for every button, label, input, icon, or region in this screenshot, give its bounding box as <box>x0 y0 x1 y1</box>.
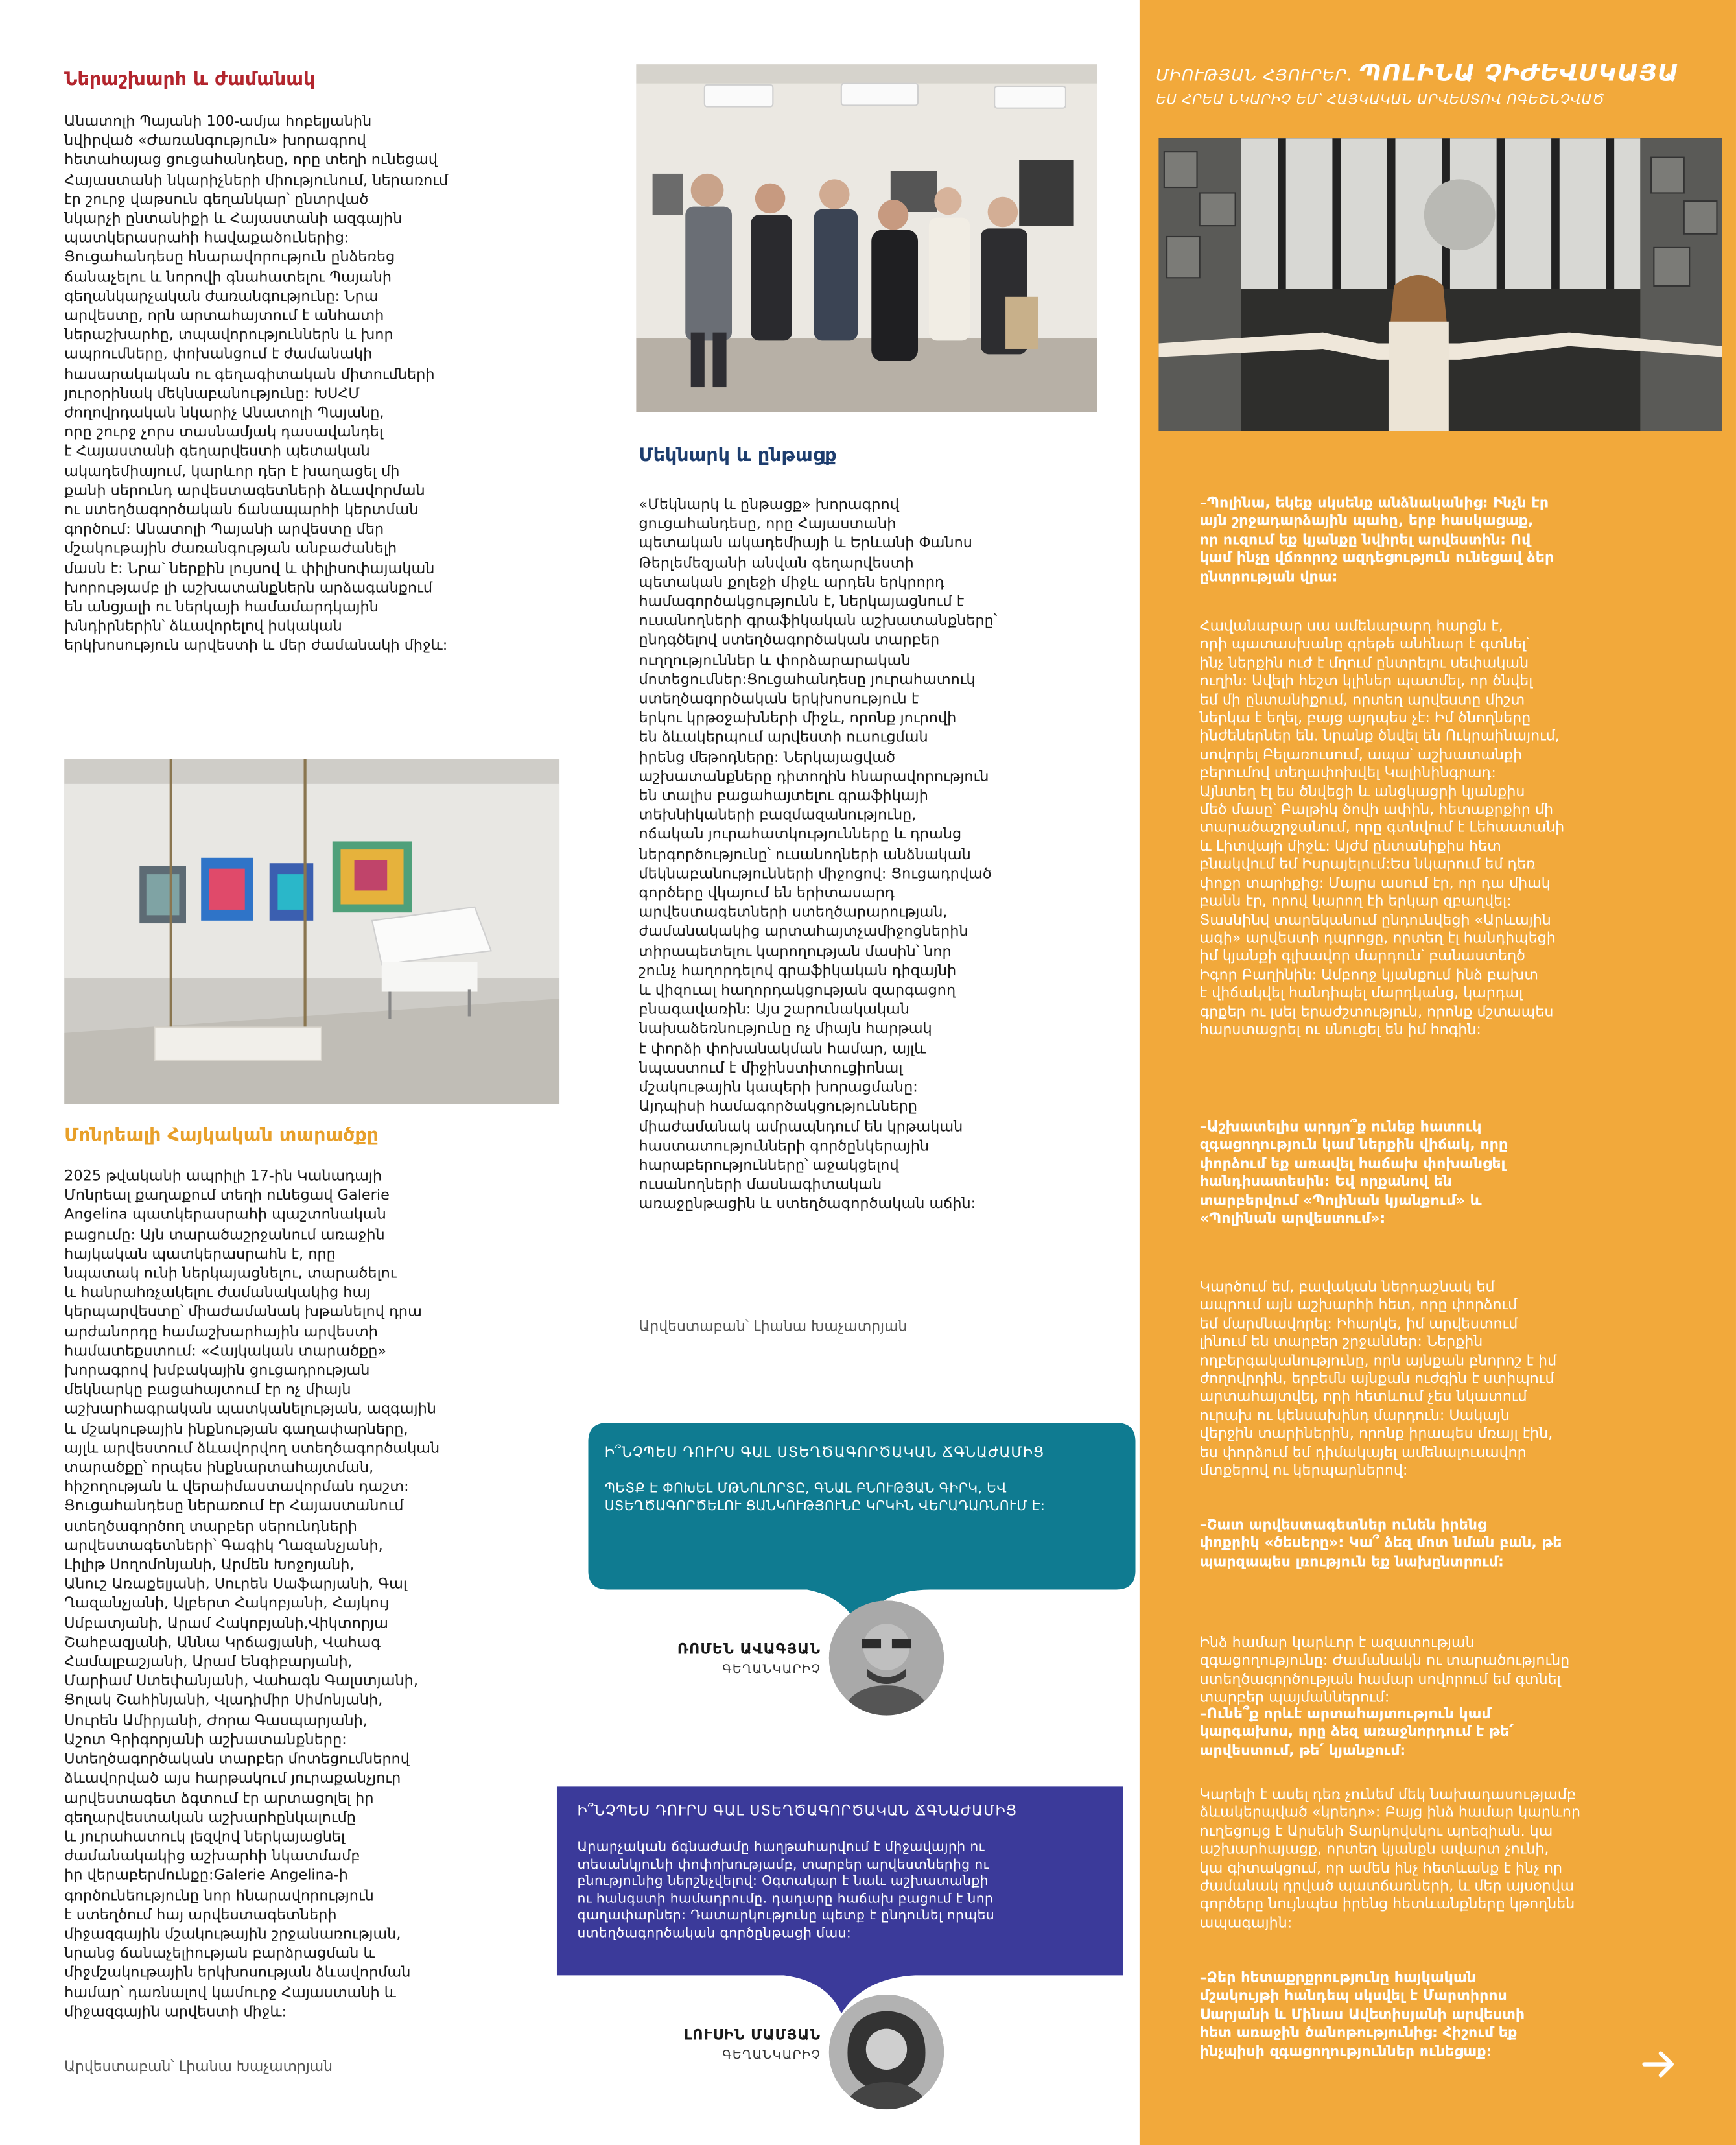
text-line: են տալիս բացահայտելու գրաֆիկայի <box>639 788 928 805</box>
text-line: հիշողության և վերաիմաստավորման դաշտ: <box>64 1479 409 1496</box>
avatar-lusine-mamyan <box>829 1995 944 2109</box>
text-line: առաջընթացին և ստեղծագործական աճին: <box>639 1196 976 1213</box>
avatar-romen-avagyan <box>829 1600 944 1715</box>
text-line: ճանաչելու և նորովի գնահատելու Պայանի <box>64 268 392 286</box>
text-line: գործերը վկայում են երիտասարդ <box>639 885 895 902</box>
text-line: Ինձ համար կարևոր է ազատության <box>1199 1635 1475 1652</box>
text-line: պատկերասրահի հավաքածուներից: <box>64 230 349 247</box>
text-line: բացումը: Այն տարածաշրջանում առաջին <box>64 1226 385 1243</box>
text-line: և հանրահռչակելու ժամանակակից հայ <box>64 1285 371 1301</box>
interview-title-prefix: ՄԻՈՒԹՅԱՆ ՀՅՈՒՐԵՐ. <box>1156 65 1354 85</box>
text-line: համագործակցությունն է, ներկայացնում է <box>639 593 965 610</box>
text-line: երկխոսություն արվեստի և մեր ժամանակի միջև: <box>64 638 448 655</box>
text-line: ագի» արվեստի դպրոցը, որտեղ էլ հանդիպեցի <box>1199 930 1556 947</box>
text-line: ու հանգստի համադրումը. դադարը հաճախ բացում է նոր <box>577 1891 994 1907</box>
text-line: Տասնինվ տարեկանում ընդունվեցի «Արևային <box>1199 912 1551 929</box>
bubble-2-author-name: ԼՈՒՍԻՆ ՄԱՄՅԱՆ <box>683 2027 821 2044</box>
text-line: Թերլեմեզյանի անվան գեղարվեստի <box>639 554 914 572</box>
text-line: Ցուցահանդեսը հնարավորություն ընձեռեց <box>64 249 395 267</box>
bubble-2-title: Ի՞ՆՉՊԵՍ ԴՈՒՐՍ ԳԱԼ ՍՏԵՂԾԱԳՈՐԾԱԿԱՆ ՃԳՆԱԺԱՄԻՑ <box>577 1803 1018 1819</box>
text-line: միջազգային մշակութային շրջանառության, <box>64 1926 401 1943</box>
interview-question <box>1200 1119 1706 1229</box>
text-line: ուղղություններ և փորձարարական <box>639 652 911 669</box>
bubble-2-text <box>578 1840 1111 1943</box>
text-line: մտքերով ու կերպարներով: <box>1199 1462 1408 1479</box>
text-line: նախաձեռնությունը ոչ միայն հարթակ <box>639 1021 932 1038</box>
section-body-montreal <box>64 1167 577 2022</box>
text-line: իրենց մեթոդները: Ներկայացված <box>639 749 896 766</box>
text-line: այն շրջադարձային պահը, երբ հասկացաք, <box>1199 513 1534 530</box>
text-line: –Ունե՞ք որևէ արտահայտություն կամ <box>1199 1705 1491 1723</box>
text-line: տիրապետելու կարողության մասին՝ նոր <box>639 943 952 960</box>
text-line: բնագավառին: Այս շարունակական <box>639 1001 909 1019</box>
text-line: Հավանաբար սա ամենաբարդ հարցն է, <box>1199 618 1503 635</box>
text-line: և մշակութային ինքնության գաղափարները, <box>64 1421 408 1438</box>
text-line: հասարակական ու գեղագիտական միտումների <box>64 366 435 383</box>
section-body-start-and-progress <box>639 495 1125 1215</box>
text-line: Անատոլի Պայանի 100-ամյա հոբելյանին <box>64 113 372 130</box>
text-line: գործերը նույնպես իրենց հետևանքները կթողնեն <box>1199 1896 1575 1914</box>
text-line: աշխարհայացք, որտեղ կյանքն ավարտ չունի, <box>1199 1842 1549 1858</box>
text-line: որ ուզում եք կյանքը նվիրել արվեստին: Ով <box>1199 532 1531 549</box>
text-line: ուսանողների գրաֆիկական աշխատանքները՝ <box>639 613 998 630</box>
text-line: տարբեր պայմաններում: <box>1199 1689 1390 1707</box>
text-line: գեղարվեստական աշխարհընկալումը <box>64 1809 357 1826</box>
text-line: նպաստում է միջինստիտուցիոնալ <box>639 1060 903 1077</box>
text-line: խորությամբ լի աշխատանքներն արձագանքում <box>64 580 433 597</box>
text-line: համար՝ դառնալով կամուրջ Հայաստանի և <box>64 1984 396 2001</box>
text-line: խնդիրներին՝ ձևավորելով իսկական <box>64 619 342 635</box>
section-heading-montreal: Մոնրեալի Հայկական տարածքը <box>64 1124 379 1146</box>
text-line: կամ ինչը վճռորոշ ազդեցություն ունեցավ ձեր <box>1199 550 1554 567</box>
text-line: ու ստեղծագործական ճանապարհի կերտման <box>64 502 419 519</box>
text-line: լինում են տարբեր շրջաններ: Ներքին <box>1199 1334 1483 1351</box>
interview-title <box>1156 60 1730 88</box>
interview-answer <box>1200 1786 1706 1933</box>
text-line: Այդպիսի համագործակցությունները <box>639 1098 918 1116</box>
text-line: փոքրիկ «ծեսերը»: Կա՞ ձեզ մոտ նման բան, թե <box>1199 1535 1562 1552</box>
text-line: Սարյանի և Մինաս Ավետիսյանի արվեստի <box>1199 2006 1525 2023</box>
text-line: բնությունից ներշնչվելով: Օգտակար է նաև աշխատանքի <box>577 1874 989 1890</box>
text-line: ներկա է եղել, բայց այդպես չէ: Իմ ծնողները <box>1199 710 1531 727</box>
text-line: Ղազանչյանի, Ալբերտ Հակոբյանի, Հայկույ <box>64 1595 390 1613</box>
text-line: աշխատանքները դիտողին հնարավորություն <box>639 768 989 785</box>
interview-subtitle: ԵՍ ՀՐԵԱ ՆԿԱՐԻՉ ԵՄ՝ ՀԱՅԿԱԿԱՆ ԱՐՎԵՍՏՈՎ ՈԳԵՇՆՉՎԱԾ <box>1156 93 1605 108</box>
text-line: կա գիտակցում, որ ամեն ինչ հետևանք է ինչ որ <box>1199 1860 1563 1877</box>
text-line: ուղեցույց է Արսենի Տարկովսկու պոեզիան. կա <box>1199 1823 1553 1840</box>
text-line: –Պոլինա, եկեք սկսենք անձնականից: Ինչն էր <box>1199 495 1549 512</box>
gallery-interior-photo <box>64 759 559 1104</box>
interview-question <box>1200 1970 1706 2061</box>
text-line: և Լիտվայի միջև: Այժմ ընտանիքիս հետ <box>1199 838 1501 855</box>
text-line: տեխնիկաների բազմազանությունը, <box>639 807 917 824</box>
text-line: գործում: Անատոլի Պայանի արվեստը մեր <box>64 521 384 538</box>
text-line: երկու կրթօջախների միջև, որոնք յուրովի <box>639 710 957 727</box>
text-line: 2025 թվականի ապրիլի 17-ին Կանադայի <box>64 1168 382 1185</box>
text-line: –Աշխատելիս արդյո՞ք ունեք հատուկ <box>1199 1119 1482 1136</box>
text-line: ապագային: <box>1199 1915 1293 1932</box>
interview-guest-name: ՊՈԼԻՆԱ ՉԻԺԵՎՍԿԱՅԱ <box>1359 60 1680 88</box>
text-line: որի պատասխանը գրեթե անհնար է գտնել՝ <box>1199 636 1530 654</box>
text-line: ձևակերպված «կրեդո»: Բայց ինձ համար կարևոր <box>1199 1805 1581 1821</box>
text-line: ժողովրդական նկարիչ Անատոլի Պայանը, <box>64 405 384 421</box>
text-line: ինժեներներ են. նրանք ծնվել են Ուկրաինայում, <box>1199 728 1560 745</box>
text-line: շունչ հաղորդելով գրաֆիկական դիզայնի <box>639 962 957 980</box>
text-line: են ձևակերպում արվեստի ուսուցման <box>639 729 928 746</box>
text-line: և յուրահատուկ լեզվով ներկայացնել <box>64 1829 346 1845</box>
text-line: Այնտեղ էլ ես ծնվեցի և անցկացրի կյանքիս <box>1199 783 1525 800</box>
text-line: «Պոլինան արվեստում»: <box>1199 1211 1386 1227</box>
text-line: ժողովրդին, երբեմն այնքան ուժգին է ստիպում <box>1199 1370 1554 1388</box>
arrow-right-icon[interactable] <box>1640 2048 1678 2081</box>
text-line: Կարելի է ասել դեռ չունեմ մեկ նախադասությամբ <box>1199 1786 1576 1803</box>
text-line: նպատակ ունի ներկայացնելու, տարածելու <box>64 1265 397 1282</box>
text-line: արվեստում, թե՛ կյանքում: <box>1199 1742 1406 1759</box>
text-line: Անուշ Առաքելյանի, Սուրեն Սաֆարյանի, Գալ <box>64 1576 407 1593</box>
text-line: մեկնաբանությունների միջոցով: Ցուցադրված <box>639 866 992 883</box>
interview-question <box>1200 495 1706 587</box>
text-line: Ցոլակ Շահինյանի, Վլադիմիր Սիմոնյանի, <box>64 1692 383 1710</box>
text-line: արվեստը, որն արտահայտում է անհատի <box>64 307 384 325</box>
text-line: աշխարհագրական պատկանելության, ազգային <box>64 1401 436 1418</box>
text-line: բանն էր, որով կարող էի երկար զբաղվել: <box>1199 893 1512 910</box>
text-line: համատեքստում: «Հայկական տարածքը» <box>64 1343 387 1360</box>
text-line: ինչ ներքին ուժ է մղում ընտրելու սեփական <box>1199 655 1529 672</box>
text-line: հարստացրել ու սնուցել են իմ հոգին: <box>1199 1021 1481 1039</box>
text-line: միջմշակութային երկխոսության ձևավորման <box>64 1965 411 1982</box>
text-line: ընդգծելով ստեղծագործական տարբեր <box>639 632 940 649</box>
text-line: պետական ակադեմիայի և Երևանի Փանոս <box>639 535 972 552</box>
bubble-1-title: Ի՞ՆՉՊԵՍ ԴՈՒՐՍ ԳԱԼ ՍՏԵՂԾԱԳՈՐԾԱԿԱՆ ՃԳՆԱԺԱՄԻՑ <box>604 1444 1045 1462</box>
text-line: ստեղծագործական երկխոսություն է <box>639 691 919 707</box>
text-line: խորագրով խմբակային ցուցադրության <box>64 1362 370 1379</box>
text-line: Համալբաշյանի, Արամ Ենգիբարյանի, <box>64 1653 353 1671</box>
text-line: ուրախ ու կենսախինդ մարդուն: Սակայն <box>1199 1407 1510 1424</box>
text-line: գաղափարներ: Դատարկությունը պետք է ընդունել որպես <box>577 1908 995 1925</box>
text-line: է ստեղծում հայ արվեստագետների <box>64 1906 337 1923</box>
text-line: Արարչական ճգնաժամը հաղթահարվում է միջավայրի ու <box>577 1840 985 1855</box>
text-line: է Հայաստանի գեղարվեստի պետական <box>64 444 370 460</box>
text-line: զգացողությունը: Ժամանակն ու տարածությունը <box>1199 1653 1570 1670</box>
text-line: ընտրության վրա: <box>1199 568 1338 586</box>
text-line: արվեստագետների՝ Գագիկ Ղազանչյանի, <box>64 1537 383 1554</box>
text-line: ՊԵՏՔ Է ՓՈԽԵԼ ՄԹՆՈԼՈՐՏԸ, ԳՆԱԼ ԲՆՈՒԹՅԱՆ ԳԻՐԿ, ԵՎ <box>604 1481 1007 1497</box>
text-line: ժամանակ դրված պատճառների, և մեր այսօրվա <box>1199 1878 1575 1895</box>
text-line: գործունեությունը նոր հնարավորություն <box>64 1887 374 1904</box>
text-line: Մոնրեալ քաղաքում տեղի ունեցավ Galerie <box>64 1187 390 1204</box>
section-heading-start-and-progress: Մեկնարկ և ընթացք <box>639 444 837 467</box>
text-line: իր վերաբերմունքը:Galerie Angelina-ի <box>64 1867 348 1884</box>
text-line: հարաբերությունները՝ աջակցելով <box>639 1157 899 1174</box>
text-line: վերջին տարիներին, որոնք իրապես մռայլ էին, <box>1199 1425 1553 1443</box>
text-line: եմ մի ընտանիքում, որտեղ արվեստը միշտ <box>1199 691 1525 709</box>
text-line: միջազգային արվեստի միջև: <box>64 2004 287 2021</box>
interview-question <box>1200 1706 1706 1761</box>
text-line: հաստատությունների գործընկերային <box>639 1137 930 1154</box>
text-line: հանդիսատեսին: Եվ որքանով են <box>1199 1174 1452 1191</box>
text-line: Շահբազյանի, Աննա Կրճացյանի, Վահագ <box>64 1634 381 1652</box>
interview-answer <box>1200 1635 1706 1708</box>
text-line: նրանց ճանաչելիության բարձրացման և <box>64 1945 375 1962</box>
text-line: Ցուցահանդեսը ներառում էր Հայաստանում <box>64 1499 404 1515</box>
text-line: ոճական յուրահատկությունները և դրանց <box>639 827 962 844</box>
group-photo-exhibition <box>636 64 1097 412</box>
bubble-2-author-role: ԳԵՂԱՆԿԱՐԻՉ <box>722 2049 821 2063</box>
text-line: որը շուրջ չորս տասնամյակ դասավանդել <box>64 424 383 441</box>
text-line: Լիլիթ Սողոմոնյանի, Արմեն Խոջոյանի, <box>64 1556 355 1574</box>
text-line: ապրումները, փոխանցում է ժամանակի <box>64 346 373 363</box>
text-line: ապրում այն աշխարհի հետ, որը փորձում <box>1199 1297 1518 1314</box>
interview-question <box>1200 1517 1706 1572</box>
text-line: ՍՏԵՂԾԱԳՈՐԾԵԼՈՒ ՑԱՆԿՈՒԹՅՈՒՆԸ ԿՐԿԻՆ ՎԵՐԱԴԱՌՆՈՒՄ Է: <box>604 1499 1046 1514</box>
text-line: կարգախոս, որը ձեզ առաջնորդում է թե՛ <box>1199 1724 1514 1741</box>
text-line: յուրօրինակ մեկնաբանությունը: ԽՍՀՄ <box>64 385 360 402</box>
text-line: տարբերվում «Պոլինան կյանքում» և <box>1199 1192 1482 1209</box>
text-line: տեսանկյունի փոփոխությամբ, տարբեր արվեստներից ու <box>577 1857 989 1873</box>
text-line: ժամանակակից արտահայտչամիջոցներին <box>639 924 968 941</box>
text-line: կերպարվեստը՝ միաժամանակ խթանելով դրա <box>64 1304 422 1321</box>
text-line: ներաշխարհը, տպավորություններն և խոր <box>64 327 393 344</box>
text-line: Սմբատյանի, Արամ Հակոբյանի,Վիկտորյա <box>64 1615 388 1632</box>
text-line: ակադեմիայում, կարևոր դեր է խաղացել մի <box>64 463 400 480</box>
text-line: ինչպիսի զգացողություններ ունեցաք: <box>1199 2043 1492 2060</box>
text-line: հետահայաց ցուցահանդեսը, որը տեղի ունեցավ <box>64 152 438 169</box>
text-line: իմ կյանքի գլխավոր մարդուն՝ բանաստեղծ <box>1199 948 1525 965</box>
text-line: այլև արվեստում ձևավորվող ստեղծագործական <box>64 1440 440 1457</box>
text-line: Սուրեն Ամիրյանի, Ժորա Գասպարյանի, <box>64 1712 368 1729</box>
text-line: պետական քոլեջի միջև արդեն երկրորդ <box>639 574 944 591</box>
text-line: պարզապես լռություն եք նախընտրում: <box>1199 1554 1504 1570</box>
text-line: փոքր տարիքից: Մայրս ասում էր, որ դա միակ <box>1199 875 1551 892</box>
text-line: ողբերգականությունը, որն այնքան բնորոշ է իմ <box>1199 1352 1557 1369</box>
text-line: Մարիամ Ստեփանյանի, Վահագն Գալստյանի, <box>64 1673 418 1690</box>
text-line: –Շատ արվեստագետներ ունեն իրենց <box>1199 1517 1487 1534</box>
text-line: փորձում եք առավել հաճախ փոխանցել <box>1199 1155 1506 1172</box>
text-line: Իգոր Բաղինին: Ամբողջ կյանքում ինձ բախտ <box>1199 966 1538 984</box>
text-line: ժամանակակից աշխարհի նկատմամբ <box>64 1848 360 1865</box>
text-line: մասն է: Նրա՝ ներքին լույսով և փիլիսոփայական <box>64 560 435 577</box>
text-line: զգացողություն կամ ներքին վիճակ, որը <box>1199 1137 1508 1154</box>
text-line: ձևավորված այս հարթակում յուրաքանչյուր <box>64 1770 401 1787</box>
text-line: մշակութային ժառանգության անբաժանելի <box>64 541 397 558</box>
text-line: Angelina պատկերասրահի պաշտոնական <box>64 1207 386 1224</box>
text-line: բնակվում եմ Իսրայելում:Ես նկարում եմ դեռ <box>1199 857 1536 873</box>
author-credit-middle: Արվեստաբան՝ Լիանա Խաչատրյան <box>639 1318 908 1336</box>
text-line: ցուցահանդեսը, որը Հայաստանի <box>639 516 897 533</box>
bubble-1-author-name: ՌՈՄԵՆ ԱՎԱԳՅԱՆ <box>677 1641 821 1658</box>
text-line: ուղին: Ավելի հեշտ կլիներ պատմել, որ ծնվել <box>1199 673 1533 690</box>
text-line: է վիճակվել հանդիպել մարդկանց, կարդալ <box>1199 985 1523 1002</box>
text-line: ստեղծագործող տարբեր սերունդների <box>64 1518 357 1535</box>
portrait-photo-polina <box>1158 138 1722 431</box>
text-line: ներգործությունը՝ ուսանողների անձնական <box>639 846 971 863</box>
text-line: տարածքը՝ որպես ինքնարտահայտման, <box>64 1460 374 1476</box>
text-line: մեկնարկը բացահայտում էր ոչ միայն <box>64 1382 351 1399</box>
bubble-1-author-role: ԳԵՂԱՆԿԱՐԻՉ <box>722 1663 821 1677</box>
text-line: բերումով տեղափոխվել Կալինինգրադ: <box>1199 764 1496 782</box>
text-line: –Ձեր հետաքրքրությունը հայկական <box>1199 1969 1476 1987</box>
text-line: մշակութային կապերի խորացմանը: <box>639 1079 918 1096</box>
text-line: նվիրված «Ժառանգություն» խորագրով <box>64 133 366 150</box>
text-line: հայկական պատկերասրահն է, որը <box>64 1246 336 1262</box>
text-line: հետ առաջին ծանոթությունից: Հիշում եք <box>1199 2024 1518 2042</box>
text-line: արտահայտվել, որի հետևում չես նկատում <box>1199 1389 1527 1406</box>
text-line: նկարչի ընտանիքի և Հայաստանի ազգային <box>64 210 403 228</box>
text-line: քանի սերունդ արվեստագետների ձևավորման <box>64 482 425 499</box>
text-line: Աշոտ Գրիգորյանի աշխատանքները: <box>64 1731 347 1748</box>
text-line: միաժամանակ ամրապնդում են կրթական <box>639 1118 963 1135</box>
text-line: «Մեկնարկ և ընթացք» խորագրով <box>639 496 899 514</box>
text-line: տարածաշրջանում, որը գտնվում է Լեհաստանի <box>1199 820 1565 837</box>
text-line: գեղանկարչական ժառանգությունը: Նրա <box>64 288 379 305</box>
text-line: սովորել Բելառուսում, ապա՝ աշխատանքի <box>1199 746 1523 763</box>
section-body-inner-world <box>64 112 577 656</box>
text-line: արվեստագետ ձգտում էր արտացոլել իր <box>64 1790 374 1807</box>
text-line: ես փորձում եմ դիմակայել ամենալուսավոր <box>1199 1444 1527 1461</box>
interview-answer <box>1200 619 1706 1041</box>
text-line: եմ մարմնավորել: Իհարկե, իմ արվեստում <box>1199 1316 1518 1333</box>
text-line: Ստեղծագործական տարբեր մոտեցումներով <box>64 1751 410 1768</box>
text-line: Հայաստանի նկարիչների միությունում, ներառում <box>64 171 449 189</box>
interview-answer <box>1200 1279 1706 1481</box>
interview-panel <box>1140 0 1736 2145</box>
text-line: և վիզուալ հաղորդակցության զարգացող <box>639 982 956 999</box>
text-line: էր շուրջ վաթսուն գեղանկար՝ ընտրված <box>64 191 369 208</box>
text-line: մշակույթի հանդեպ սկսվել է Մարտիրոս <box>1199 1988 1507 2005</box>
text-line: մեծ մասը՝ Բալթիկ ծովի ափին, հետաքրքիր մի <box>1199 801 1554 818</box>
text-line: գրքեր ու լսել երաժշտություն, որոնք մշտապես <box>1199 1003 1554 1020</box>
text-line: Կարծում եմ, բավական ներդաշնակ եմ <box>1199 1279 1495 1296</box>
text-line: ստեղծագործության համար սովորում եմ գտնել <box>1199 1671 1561 1688</box>
text-line: են անցյալի ու ներկայի համամարդկային <box>64 599 379 616</box>
section-heading-inner-world: Ներաշխարհ և ժամանակ <box>64 68 316 91</box>
text-line: է փորձի փոխանակման համար, այլև <box>639 1040 926 1058</box>
text-line: մոտեցումներ:Ցուցահանդեսը յուրահատուկ <box>639 671 976 688</box>
text-line: արժանորդը համաշխարհային արվեստի <box>64 1323 378 1340</box>
bubble-1-text <box>605 1482 1125 1516</box>
author-credit-left: Արվեստաբան՝ Լիանա Խաչատրյան <box>64 2059 333 2076</box>
text-line: ուսանողների մասնագիտական <box>639 1176 882 1193</box>
text-line: ստեղծագործական գործընթացի մաս: <box>577 1926 852 1941</box>
text-line: արվեստագետների ստեղծարարության, <box>639 905 948 921</box>
